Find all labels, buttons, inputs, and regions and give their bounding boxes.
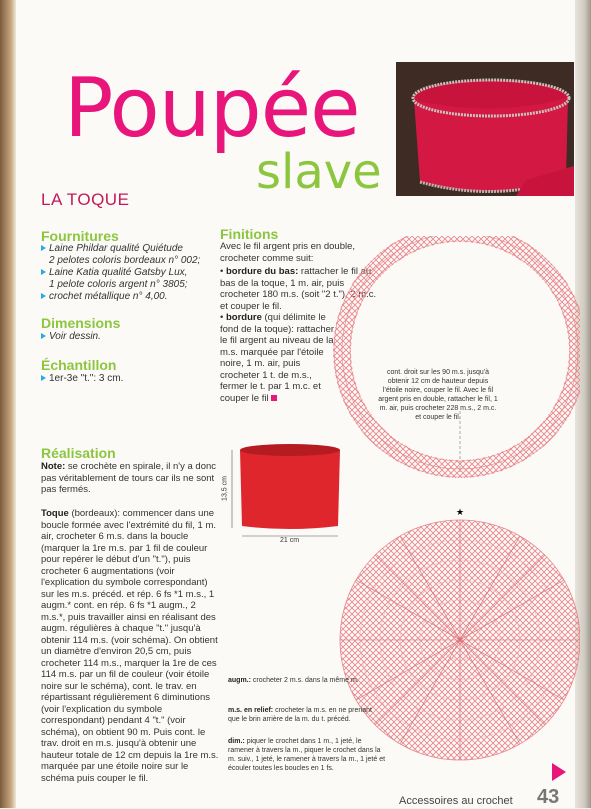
echantillon-heading: Échantillon (41, 357, 117, 373)
hat-photo (396, 62, 574, 196)
list-item: 2 pelotes coloris bordeaux n° 002; (49, 255, 201, 266)
footer-text: Accessoires au crochet (399, 795, 513, 807)
next-page-arrow-icon (552, 763, 566, 781)
dimension-width: 21 cm (280, 537, 300, 544)
list-item: crochet métallique n° 4,00. (41, 291, 221, 303)
realisation-heading: Réalisation (41, 445, 116, 461)
bullet-icon (41, 269, 46, 275)
bullet-icon (41, 293, 46, 299)
realisation-note: Note: se crochète en spirale, il n'y a donc pas véritablement de tours car ils ne sont pas fermés. (41, 461, 217, 495)
legend-ms-relief: m.s. en relief: crocheter la m.s. en ne prenant que le brin arrière de la m. du t. précéd. (228, 707, 372, 723)
page-edge-left (0, 0, 16, 808)
list-item: Laine Katia qualité Gatsby Lux, (41, 267, 221, 279)
diagram-note: cont. droit sur les 90 m.s. jusqu'à obtenir 12 cm de hauteur depuis l'étoile noire, couper le fil. Avec le fil argent pris en double, rattacher le fil, 1 m. air, puis crocheter 228 m.s., 2 m.c. et couper le fil. (378, 369, 498, 421)
page-number: 43 (537, 786, 560, 808)
echantillon-value: 1er-3e "t.": 3 cm. (41, 373, 123, 385)
star-marker-icon: ★ (456, 507, 465, 517)
finitions-intro: Avec le fil argent pris en double, crocheter comme suit: (220, 241, 356, 264)
bullet-icon (41, 245, 46, 251)
dimensions-value: Voir dessin. (41, 331, 101, 343)
title-main: Poupée (64, 61, 360, 156)
section-title: LA TOQUE (41, 190, 130, 209)
bullet-icon (41, 333, 46, 339)
title-sub: slave (256, 144, 382, 200)
dimensions-heading: Dimensions (41, 315, 121, 331)
finitions-heading: Finitions (220, 226, 279, 242)
legend-dim: dim.: piquer le crochet dans 1 m., 1 jeté, le ramener à travers la m., piquer le crochet dans la m. suiv., 1 jeté, le ramener à travers la m., 1 jeté et écouler toutes les boucles en 1 fs. (228, 738, 386, 772)
dimension-height: 13,5 cm (221, 476, 229, 501)
list-item: • bordure (qui délimite le fond de la toque): rattacher le fil argent au niveau de la m.s. marquée par l'étoile noire, 1 m. air, puis crocheter 1 t. de m.s., fermer le t. par 1 m.c. et couper le fil (220, 312, 335, 404)
list-item: 1 pelote coloris argent n° 3805; (49, 279, 188, 290)
list-item: Laine Phildar qualité Quiétude (41, 243, 221, 255)
realisation-toque: Toque (bordeaux): commencer dans une boucle formée avec l'extrémité du fil, 1 m. air, crocheter 6 m.s. dans la boucle (marquer la 1re m.s. par 1 fil de couleur pour repérer le début d'un "t."), puis crocheter 6 augmentations (voir l'explication du symbole correspondant) sur les m.s. précéd. et rép. 6 fs *1 m.s., 1 augm.* cont. en rép. 6 fs *1 augm., 2 m.s.*, puis travailler ainsi en réalisant des augm. régulières à chaque "t." jusqu'à obtenir 114 m.s. (voir schéma). On obtient un diamètre d'environ 20,5 cm, puis crocheter 114 m.s., marquer la 1re de ces 114 m.s. par un fil de couleur (voir étoile noire sur le schéma), cont. le trav. en répartissant régulièrement 6 diminutions (voir l'explication du symbole correspondant) pendant 4 "t." (voir schéma), on obtient 90 m. Puis cont. le trav. droit en m.s. jusqu'à obtenir une hauteur totale de 12 cm depuis la 1re m.s. marquée par une étoile noire sur le schéma puis couper le fil. (41, 508, 219, 784)
legend-augm: augm.: crocheter 2 m.s. dans la même m. (228, 677, 359, 684)
bullet-icon (41, 375, 46, 381)
fournitures-heading: Fournitures (41, 228, 119, 244)
list-item: • bordure du bas: rattacher le fil au bas de la toque, 1 m. air, puis crocheter 180 m.s. (soit "2 t."), 2 m.c. et couper le fil. (220, 266, 377, 312)
fournitures-list (41, 243, 221, 303)
